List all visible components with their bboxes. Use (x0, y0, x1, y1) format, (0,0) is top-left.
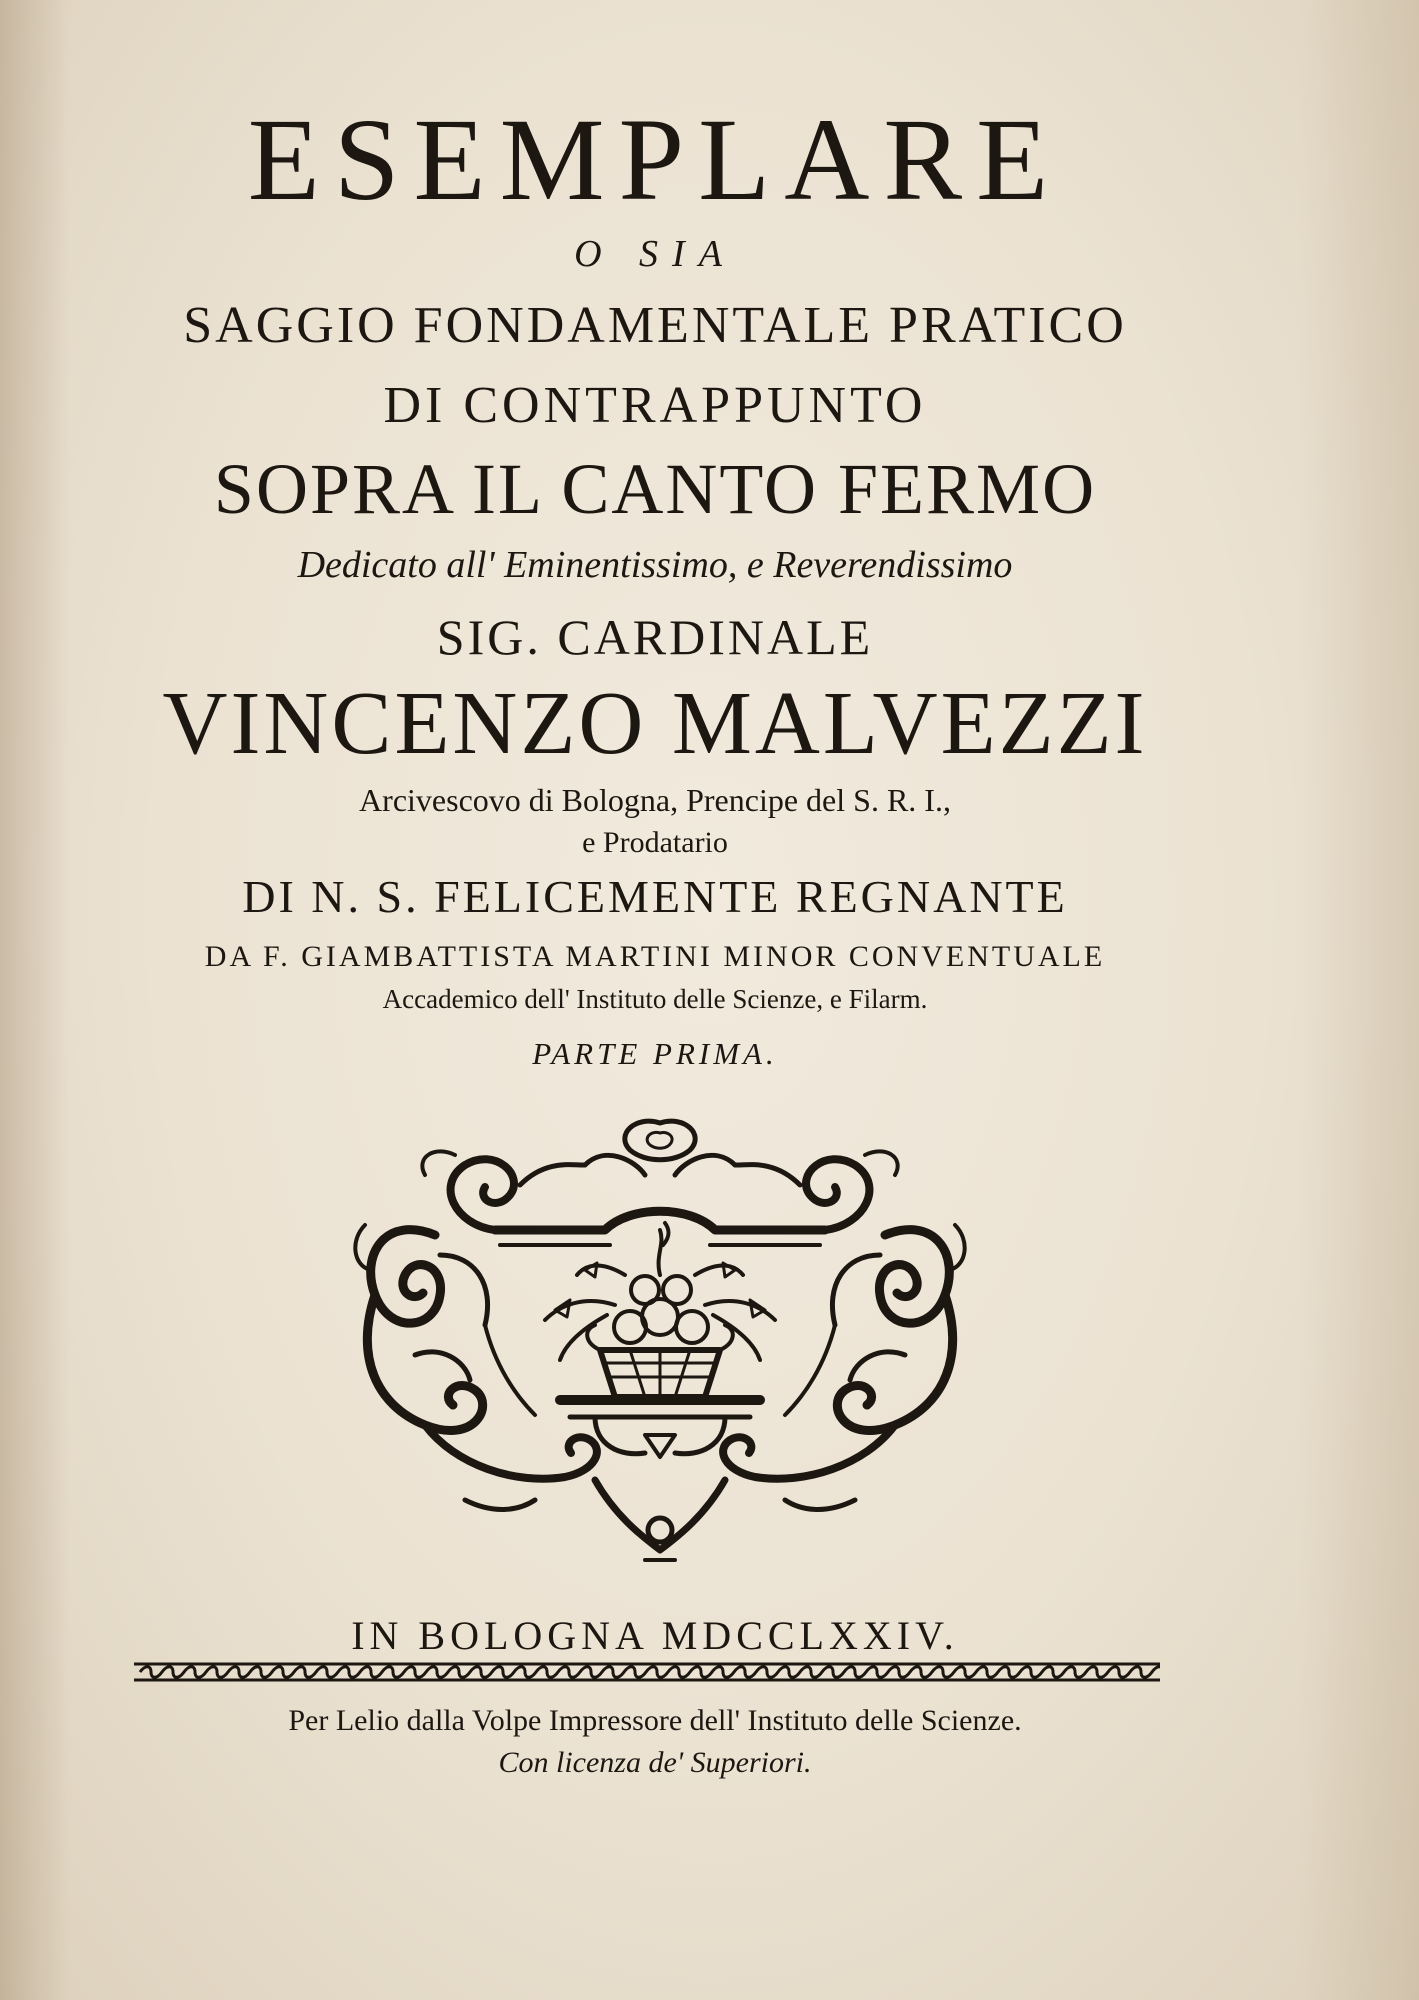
imprint-place-date: IN BOLOGNA MDCCLXXIV. (351, 1613, 959, 1658)
part-label: PARTE PRIMA. (532, 1036, 778, 1071)
imprint-printer: Per Lelio dalla Volpe Impressore dell' Instituto delle Scienze. (288, 1704, 1022, 1737)
subtitle-line-3: SOPRA IL CANTO FERMO (213, 449, 1097, 529)
book-title: ESEMPLARE (247, 94, 1063, 225)
dedicatee-offices: Arcivescovo di Bologna, Prencipe del S. R. I., (359, 782, 951, 818)
cardinal-rank: SIG. CARDINALE (436, 609, 874, 665)
author-line: DA F. GIAMBATTISTA MARTINI MINOR CONVENTUALE (204, 940, 1106, 973)
dedicatee-name: VINCENZO MALVEZZI (162, 674, 1148, 773)
dedication-line: Dedicato all' Eminentissimo, e Reverendissimo (297, 544, 1013, 586)
author-titles: Accademico dell' Instituto delle Scienze, e Filarm. (382, 984, 928, 1014)
dedicatee-office-2: e Prodatario (582, 826, 728, 859)
imprint-license: Con licenza de' Superiori. (498, 1746, 812, 1779)
or-line: O SIA (574, 233, 736, 275)
reign-line: DI N. S. FELICEMENTE REGNANTE (242, 871, 1068, 922)
cartouche-ornament-icon (345, 1105, 975, 1575)
subtitle-line-2: DI CONTRAPPUNTO (383, 377, 927, 434)
subtitle-line-1: SAGGIO FONDAMENTALE PRATICO (183, 297, 1127, 354)
fleuron-rule-icon (134, 1660, 1160, 1684)
